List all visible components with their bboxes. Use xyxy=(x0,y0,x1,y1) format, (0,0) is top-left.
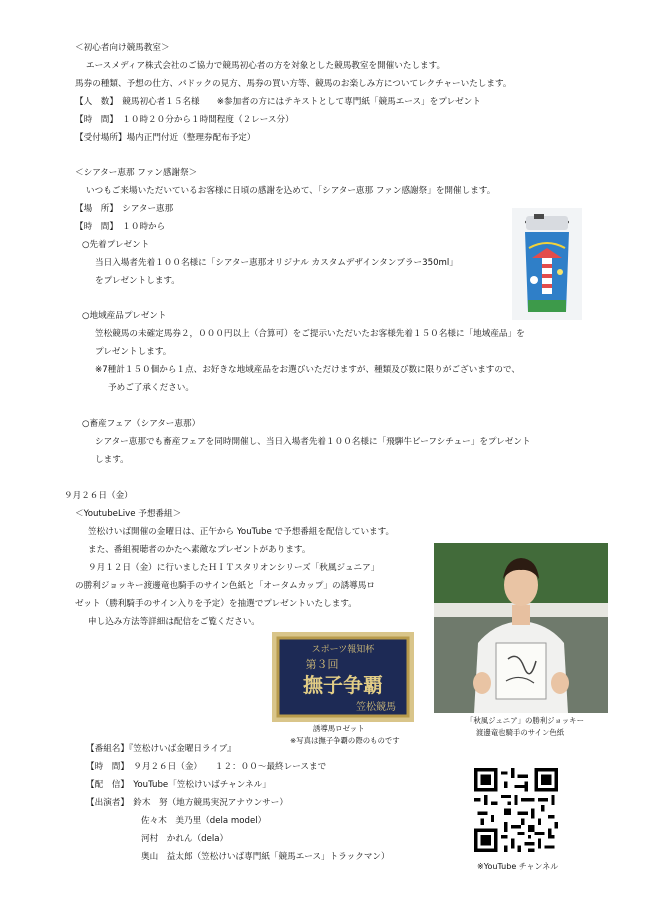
rosette-sub-text: スポーツ報知杯 xyxy=(311,645,375,655)
program-cast3: 河村 かれん（dela） xyxy=(141,834,229,844)
beginner-description: 馬券の種類、予想の仕方、パドックの見方、馬券の買い方等、競馬のお楽しみ方についてレクチャーいたします。 xyxy=(75,79,512,89)
day26-date: ９月２６日（金） xyxy=(64,491,133,501)
local-note1: ※7種計１５０個から１点、お好きな地域産品をお選びいただけますが、種類及び数に限りがございますので、 xyxy=(95,365,520,375)
beginner-title: ＜初心者向け競馬教室＞ xyxy=(75,43,170,53)
youtube-p1: 笠松けいば開催の金曜日は、正午から YouTube で予想番組を配信しています。 xyxy=(88,527,395,537)
livestock-line2: します。 xyxy=(95,455,129,465)
jockey-caption1: 「秋風ジュニア」の勝利ジョッキー xyxy=(466,716,584,725)
program-delivery: 【配 信】 YouTube「笠松けいばチャンネル」 xyxy=(86,780,271,790)
first-gift-line2: をプレゼントします。 xyxy=(95,276,180,286)
youtube-p4: の勝利ジョッキー渡邊竜也騎手のサイン色紙と「オータムカップ」の誘導馬ロ xyxy=(75,581,375,591)
youtube-p5: ゼット（勝利騎手のサイン入りを予定）を抽選でプレゼントいたします。 xyxy=(75,599,357,609)
tumbler-image xyxy=(512,208,582,320)
livestock-line1: シアター恵那でも畜産フェアを同時開催し、当日入場者先着１００名様に「飛騨牛ビーフシチュー」をプレゼント xyxy=(95,437,531,447)
beginner-time: 【時 間】 １０時２０分から１時間程度（２レース分） xyxy=(75,115,294,125)
youtube-p6: 申し込み方法等詳細は配信をご覧ください。 xyxy=(88,617,260,627)
program-cast2: 佐々木 美乃里（dela model） xyxy=(141,816,267,826)
local-line1: 笠松競馬の未確定馬券２，０００円以上（合算可）をご提示いただいたお客様先着１５０名様に「地域産品」を xyxy=(95,329,525,339)
beginner-people: 【人 数】 競馬初心者１５名様 ※参加者の方にはテキストとして専門紙「競馬エース」をプレゼント xyxy=(75,97,481,107)
first-gift-heading: ○先着プレゼント xyxy=(82,240,150,250)
beginner-reception: 【受付場所】場内正門付近（整理券配布予定） xyxy=(75,133,256,143)
rosette-main-text: 撫子争覇 xyxy=(303,673,383,697)
beginner-intro: エースメディア株式会社のご協力で競馬初心者の方を対象とした競馬教室を開催いたします。 xyxy=(86,61,446,71)
program-cast4: 奥山 益太郎（笠松けいば専門紙「競馬エース」トラックマン） xyxy=(141,852,390,862)
theater-title: ＜シアター恵那 ファン感謝祭＞ xyxy=(75,168,198,178)
program-time: 【時 間】 ９月２６日（金） １２：００～最終レースまで xyxy=(86,762,327,772)
program-name: 【番組名】『笠松けいば金曜日ライブ』 xyxy=(86,744,236,754)
program-cast1: 【出演者】 鈴木 努（地方競馬実況アナウンサー） xyxy=(86,798,288,808)
jockey-caption2: 渡邊竜也騎手のサイン色紙 xyxy=(476,728,565,737)
rosette-image xyxy=(272,632,414,722)
youtube-title: ＜YoutubeLive 予想番組＞ xyxy=(75,509,182,519)
qr-caption: ※YouTube チャンネル xyxy=(477,862,559,871)
local-note2: 予めご了承ください。 xyxy=(108,383,194,393)
rosette-venue-text: 笠松競馬 xyxy=(356,702,396,713)
livestock-heading: ○畜産フェア（シアター恵那） xyxy=(82,419,201,429)
first-gift-line1: 当日入場者先着１００名様に「シアター恵那オリジナル カスタムデザインタンブラー350ml」 xyxy=(95,258,458,268)
theater-time: 【時 間】 １０時から xyxy=(75,222,166,232)
local-line2: プレゼントします。 xyxy=(95,347,172,357)
rosette-caption2: ※写真は撫子争覇の際のものです xyxy=(290,736,400,745)
youtube-p3: ９月１２日（金）に行いましたＨＩＴスタリオンシリーズ「秋風ジュニア」 xyxy=(88,563,380,573)
youtube-p2: また、番組視聴者のかたへ素敵なプレゼントがあります。 xyxy=(88,545,311,555)
theater-place: 【場 所】 シアター恵那 xyxy=(75,204,174,214)
theater-intro: いつもご来場いただいているお客様に日頃の感謝を込めて、「シアター恵那 ファン感謝祭」を開催します。 xyxy=(86,186,496,196)
youtube-qr-code[interactable] xyxy=(474,768,558,852)
rosette-round-text: 第３回 xyxy=(305,658,339,671)
local-heading: ○地域産品プレゼント xyxy=(82,311,167,321)
rosette-caption1: 誘導馬ロゼット xyxy=(313,724,365,733)
jockey-photo xyxy=(434,543,608,713)
